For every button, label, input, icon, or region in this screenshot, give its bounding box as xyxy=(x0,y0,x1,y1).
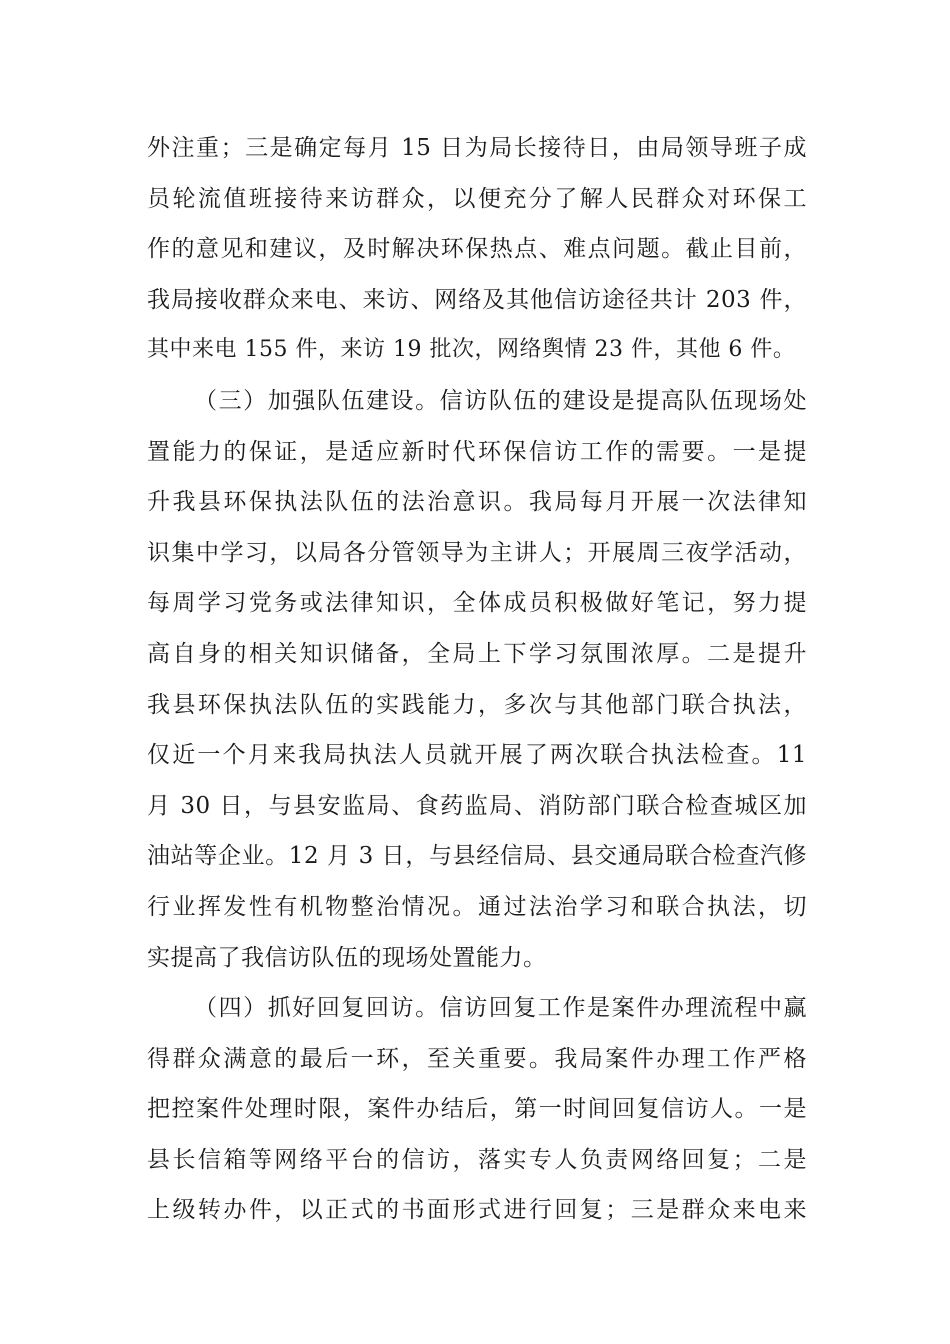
text-line: 升我县环保执法队伍的法治意识。我局每月开展一次法律知 xyxy=(147,489,807,516)
text-line: 每周学习党务或法律知识，全体成员积极做好笔记，努力提 xyxy=(147,590,807,617)
text-line: 识集中学习，以局各分管领导为主讲人；开展周三夜学活动， xyxy=(147,539,807,566)
text-line: 高自身的相关知识储备，全局上下学习氛围浓厚。二是提升 xyxy=(147,640,807,667)
paragraph-first-line: （三）加强队伍建设。信访队伍的建设是提高队伍现场处 xyxy=(194,387,807,414)
text-line: 油站等企业。12 月 3 日，与县经信局、县交通局联合检查汽修 xyxy=(147,843,807,870)
text-line: 我县环保执法队伍的实践能力，多次与其他部门联合执法， xyxy=(147,691,807,718)
text-line: 员轮流值班接待来访群众，以便充分了解人民群众对环保工 xyxy=(147,185,807,212)
document-body xyxy=(147,123,807,1236)
text-line: 行业挥发性有机物整治情况。通过法治学习和联合执法，切 xyxy=(147,893,807,920)
text-line: 上级转办件，以正式的书面形式进行回复；三是群众来电来 xyxy=(147,1197,807,1224)
text-line: 我局接收群众来电、来访、网络及其他信访途径共计 203 件， xyxy=(147,286,807,313)
text-line: 作的意见和建议，及时解决环保热点、难点问题。截止目前， xyxy=(147,236,807,263)
text-line: 仅近一个月来我局执法人员就开展了两次联合执法检查。11 xyxy=(147,742,807,769)
text-line: 县长信箱等网络平台的信访，落实专人负责网络回复；二是 xyxy=(147,1146,807,1173)
text-line: 把控案件处理时限，案件办结后，第一时间回复信访人。一是 xyxy=(147,1096,807,1123)
text-line: 置能力的保证，是适应新时代环保信访工作的需要。一是提 xyxy=(147,438,807,465)
paragraph-first-line: （四）抓好回复回访。信访回复工作是案件办理流程中赢 xyxy=(194,995,807,1022)
text-line: 实提高了我信访队伍的现场处置能力。 xyxy=(147,944,547,971)
text-line: 外注重；三是确定每月 15 日为局长接待日，由局领导班子成 xyxy=(147,135,807,161)
text-line: 得群众满意的最后一环，至关重要。我局案件办理工作严格 xyxy=(147,1045,807,1072)
text-line: 其中来电 155 件，来访 19 批次，网络舆情 23 件，其他 6 件。 xyxy=(147,337,796,363)
text-line: 月 30 日，与县安监局、食药监局、消防部门联合检查城区加 xyxy=(147,792,807,819)
